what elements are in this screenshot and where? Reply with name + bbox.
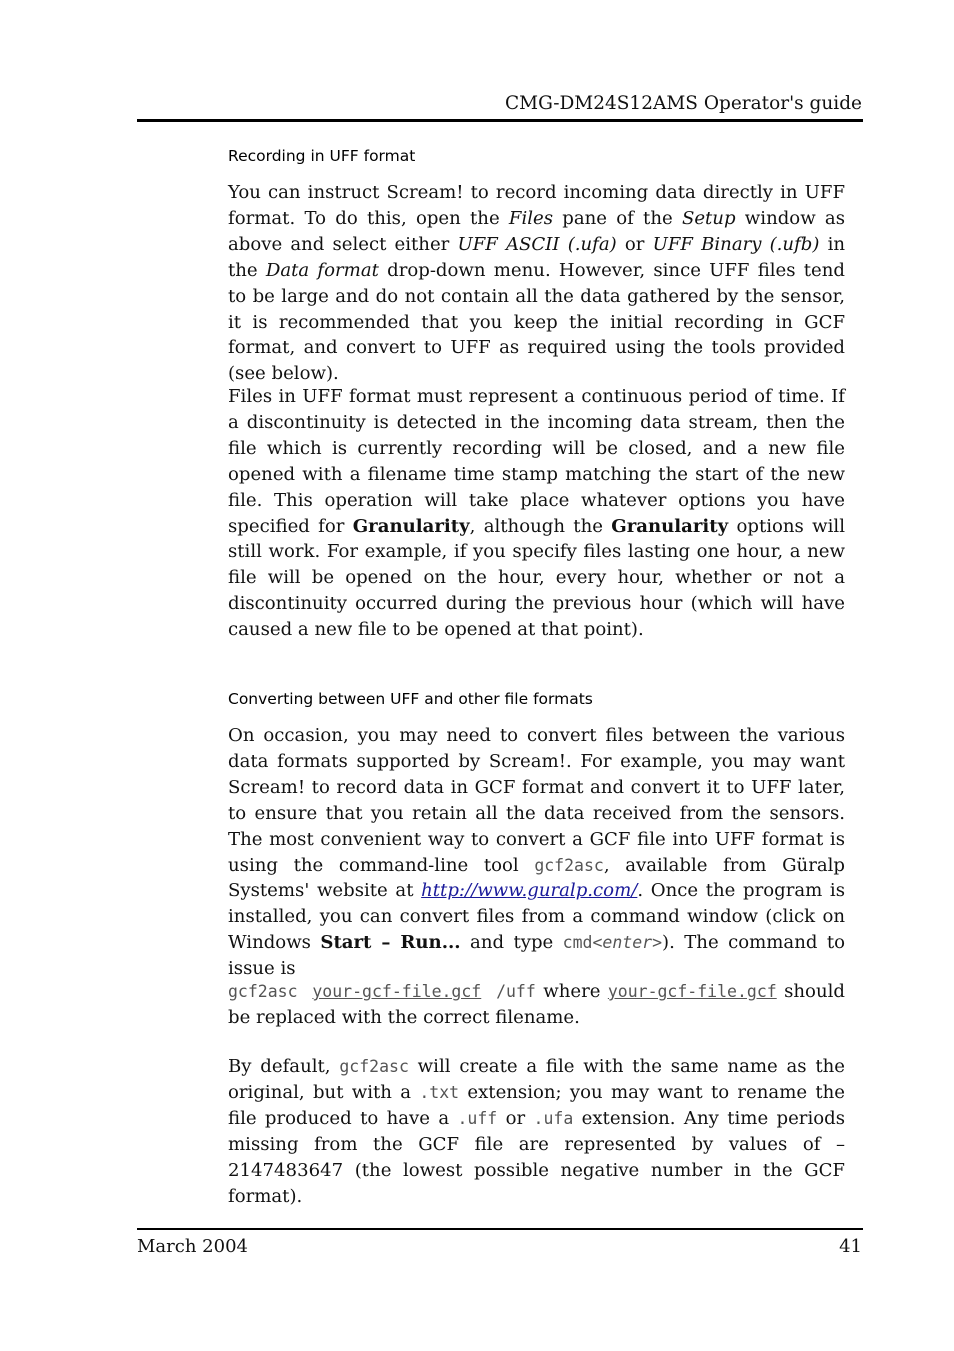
gcf2asc-command-2: gcf2asc [339, 1057, 409, 1076]
data-format-menu-name: Data format [265, 259, 379, 281]
uff-binary-option: UFF Binary (.ufb) [652, 233, 820, 255]
start-run-menu: Start – Run... [320, 932, 461, 954]
gcf2asc-command: gcf2asc [534, 855, 604, 875]
page-number: 41 [839, 1236, 862, 1257]
command-filename-arg: your-gcf-file.gcf [312, 982, 482, 1001]
guralp-website-link[interactable]: http://www.guralp.com/ [421, 880, 638, 902]
command-gcf2asc: gcf2asc [228, 982, 298, 1001]
cmd-command: cmd [562, 933, 593, 953]
command-uff-flag: /uff [496, 982, 536, 1001]
enter-key: <enter> [592, 933, 663, 953]
uff-ascii-option: UFF ASCII (.ufa) [457, 233, 617, 255]
paragraph-default-behaviour: By default, gcf2asc will create a file with the same name as the original, but with a .txt extension; you may want to rename the file produced to have a .uff or .ufa extension. Any time periods missing from the GCF file are represented by values of –2147483647 (the lowest possible negative number in the GCF format). [228, 1056, 846, 1207]
running-header: CMG-DM24S12AMS Operator's guide [504, 93, 862, 114]
header-rule [137, 119, 863, 122]
paragraph-continuous-period: Files in UFF format must represent a continuous period of time. If a discontinuity is detected in the incoming data stream, then the file which is currently recording will be closed, and a new file opened with a filename time stamp matching the start of the new file. This operation will take place whatever options you have specified for Granularity, although the Granularity options will still work. For example, if you specify files lasting one hour, a new file will be opened on the hour, every hour, whether or not a discontinuity occurred during the previous hour (which will have caused a new file to be opened at that point). [228, 386, 845, 641]
filename-placeholder: your-gcf-file.gcf [607, 982, 777, 1001]
footer-rule [137, 1228, 863, 1230]
granularity-term-2: Granularity [611, 515, 729, 537]
paragraph-command-example: gcf2asc your-gcf-file.gcf /uff where your-gcf-file.gcf should be replaced with the correct filename. [228, 981, 845, 1028]
uff-extension: .uff [457, 1108, 498, 1128]
section-heading-converting: Converting between UFF and other file formats [228, 690, 593, 708]
paragraph-converting: On occasion, you may need to convert files between the various data formats supported by Scream!. For example, you may want Scream! to record data in GCF format and convert it to UFF later, to ensure that you retain all the data received from the sensors. The most convenient way to convert a GCF file into UFF format is using the command-line tool gcf2asc, available from Güralp Systems' website at http://www.guralp.com/. Once the program is installed, you can convert files from a command window (click on Windows Start – Run... and type cmd<enter>). The command to issue is [228, 725, 845, 980]
paragraph-recording-uff: You can instruct Scream! to record incoming data directly in UFF format. To do this, open the Files pane of the Setup window as above and select either UFF ASCII (.ufa) or UFF Binary (.ufb) in the Data format drop-down menu. However, since UFF files tend to be large and do not contain all the data gathered by the sensor, it is recommended that you keep the initial recording in GCF format, and convert to UFF as required using the tools provided (see below). [228, 182, 846, 385]
section-heading-recording-uff: Recording in UFF format [228, 147, 416, 165]
footer-date: March 2004 [137, 1236, 248, 1257]
ufa-extension: .ufa [533, 1108, 574, 1128]
files-pane-name: Files [508, 207, 554, 229]
setup-window-name: Setup [681, 207, 736, 229]
granularity-term: Granularity [352, 515, 470, 537]
txt-extension: .txt [419, 1082, 460, 1102]
